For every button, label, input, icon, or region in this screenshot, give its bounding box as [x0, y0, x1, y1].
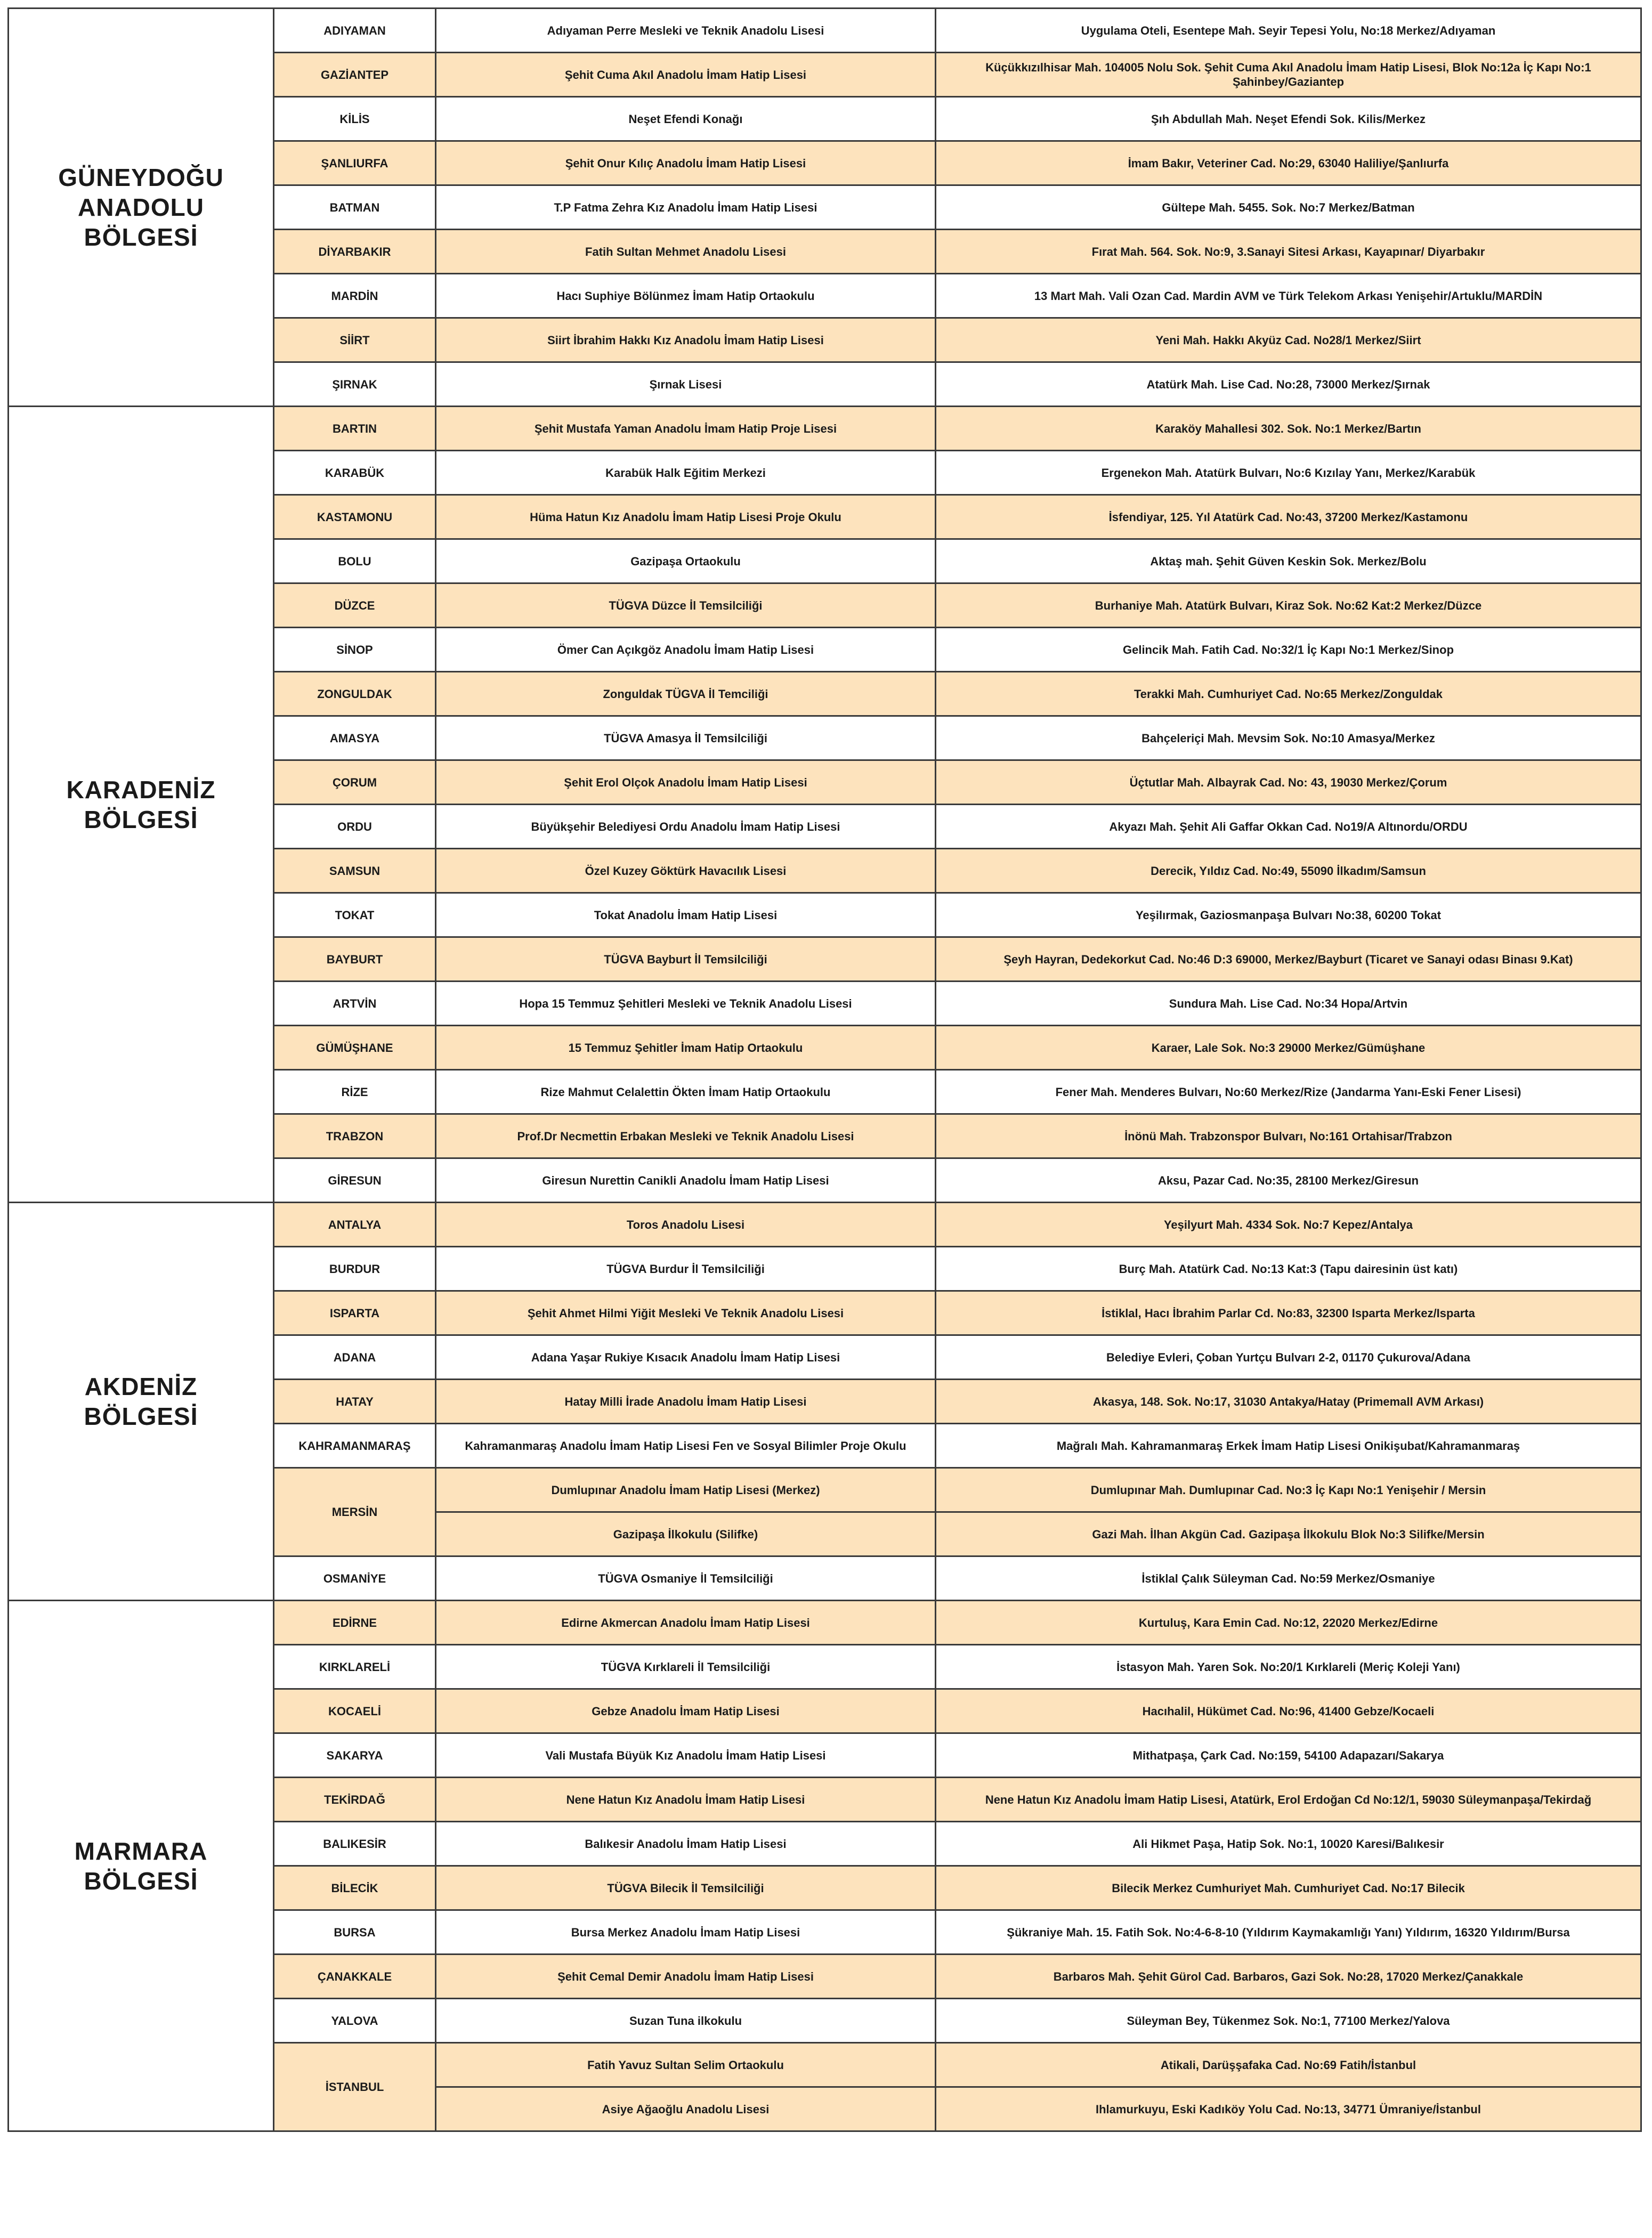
institution-name: Adıyaman Perre Mesleki ve Teknik Anadolu Lisesi — [436, 9, 936, 53]
city-name-samsun: SAMSUN — [274, 849, 436, 893]
institution-name: Ömer Can Açıkgöz Anadolu İmam Hatip Lisesi — [436, 628, 936, 672]
address: Yeşilyurt Mah. 4334 Sok. No:7 Kepez/Antalya — [936, 1203, 1641, 1247]
region-name-karadeniz-bolgesi: KARADENİZ BÖLGESİ — [9, 407, 274, 1203]
institution-name: Özel Kuzey Göktürk Havacılık Lisesi — [436, 849, 936, 893]
institution-name: TÜGVA Amasya İl Temsilciliği — [436, 716, 936, 760]
institution-name: Dumlupınar Anadolu İmam Hatip Lisesi (Merkez) — [436, 1468, 936, 1512]
institution-name: Şehit Onur Kılıç Anadolu İmam Hatip Lisesi — [436, 141, 936, 185]
address: Ali Hikmet Paşa, Hatip Sok. No:1, 10020 Karesi/Balıkesir — [936, 1822, 1641, 1866]
table-row — [9, 9, 1641, 53]
city-name-edirne: EDİRNE — [274, 1601, 436, 1645]
address: Nene Hatun Kız Anadolu İmam Hatip Lisesi, Atatürk, Erol Erdoğan Cd No:12/1, 59030 Süleymanpaşa/Tekirdağ — [936, 1778, 1641, 1822]
institution-name: Adana Yaşar Rukiye Kısacık Anadolu İmam Hatip Lisesi — [436, 1335, 936, 1380]
city-name-ordu: ORDU — [274, 805, 436, 849]
address: Sundura Mah. Lise Cad. No:34 Hopa/Artvin — [936, 982, 1641, 1026]
location-table — [7, 7, 1642, 2132]
city-name-adiyaman: ADIYAMAN — [274, 9, 436, 53]
institution-name: Neşet Efendi Konağı — [436, 97, 936, 141]
city-name-burdur: BURDUR — [274, 1247, 436, 1291]
city-name-amasya: AMASYA — [274, 716, 436, 760]
institution-name: Kahramanmaraş Anadolu İmam Hatip Lisesi Fen ve Sosyal Bilimler Proje Okulu — [436, 1424, 936, 1468]
address: Yeni Mah. Hakkı Akyüz Cad. No28/1 Merkez/Siirt — [936, 318, 1641, 362]
address: İstasyon Mah. Yaren Sok. No:20/1 Kırklareli (Meriç Koleji Yanı) — [936, 1645, 1641, 1689]
address: Terakki Mah. Cumhuriyet Cad. No:65 Merkez/Zonguldak — [936, 672, 1641, 716]
institution-name: Zonguldak TÜGVA İl Temciliği — [436, 672, 936, 716]
city-name-diyarbakir: DİYARBAKIR — [274, 230, 436, 274]
address: Mithatpaşa, Çark Cad. No:159, 54100 Adapazarı/Sakarya — [936, 1733, 1641, 1778]
address: Mağralı Mah. Kahramanmaraş Erkek İmam Hatip Lisesi Onikişubat/Kahramanmaraş — [936, 1424, 1641, 1468]
city-name-kirklareli: KIRKLARELİ — [274, 1645, 436, 1689]
institution-name: TÜGVA Bayburt İl Temsilciliği — [436, 937, 936, 982]
institution-name: Giresun Nurettin Canikli Anadolu İmam Hatip Lisesi — [436, 1158, 936, 1203]
city-name-mardin: MARDİN — [274, 274, 436, 318]
address: Kurtuluş, Kara Emin Cad. No:12, 22020 Merkez/Edirne — [936, 1601, 1641, 1645]
table-row — [9, 1203, 1641, 1247]
institution-name: TÜGVA Bilecik İl Temsilciliği — [436, 1866, 936, 1910]
city-name-antalya: ANTALYA — [274, 1203, 436, 1247]
city-name-hatay: HATAY — [274, 1380, 436, 1424]
institution-name: Hacı Suphiye Bölünmez İmam Hatip Ortaokulu — [436, 274, 936, 318]
address: Gelincik Mah. Fatih Cad. No:32/1 İç Kapı No:1 Merkez/Sinop — [936, 628, 1641, 672]
city-name-duzce: DÜZCE — [274, 583, 436, 628]
institution-name: Karabük Halk Eğitim Merkezi — [436, 451, 936, 495]
address: Gültepe Mah. 5455. Sok. No:7 Merkez/Batman — [936, 185, 1641, 230]
institution-name: Hüma Hatun Kız Anadolu İmam Hatip Lisesi Proje Okulu — [436, 495, 936, 539]
address: Atikali, Darüşşafaka Cad. No:69 Fatih/İstanbul — [936, 2043, 1641, 2087]
city-name-yalova: YALOVA — [274, 1999, 436, 2043]
institution-name: TÜGVA Kırklareli İl Temsilciliği — [436, 1645, 936, 1689]
institution-name: Gebze Anadolu İmam Hatip Lisesi — [436, 1689, 936, 1733]
institution-name: Edirne Akmercan Anadolu İmam Hatip Lisesi — [436, 1601, 936, 1645]
institution-name: Hopa 15 Temmuz Şehitleri Mesleki ve Teknik Anadolu Lisesi — [436, 982, 936, 1026]
address: Şükraniye Mah. 15. Fatih Sok. No:4-6-8-10 (Yıldırım Kaymakamlığı Yanı) Yıldırım, 16320 Yıldırım/Bursa — [936, 1910, 1641, 1955]
city-name-trabzon: TRABZON — [274, 1114, 436, 1158]
city-name-siirt: SİİRT — [274, 318, 436, 362]
city-name-kastamonu: KASTAMONU — [274, 495, 436, 539]
city-name-isparta: ISPARTA — [274, 1291, 436, 1335]
address: Derecik, Yıldız Cad. No:49, 55090 İlkadım/Samsun — [936, 849, 1641, 893]
institution-name: Şehit Cemal Demir Anadolu İmam Hatip Lisesi — [436, 1955, 936, 1999]
address: Hacıhalil, Hükümet Cad. No:96, 41400 Gebze/Kocaeli — [936, 1689, 1641, 1733]
city-name-canakkale: ÇANAKKALE — [274, 1955, 436, 1999]
address: Dumlupınar Mah. Dumlupınar Cad. No:3 İç Kapı No:1 Yenişehir / Mersin — [936, 1468, 1641, 1512]
institution-name: Balıkesir Anadolu İmam Hatip Lisesi — [436, 1822, 936, 1866]
institution-name: Fatih Sultan Mehmet Anadolu Lisesi — [436, 230, 936, 274]
institution-name: Suzan Tuna ilkokulu — [436, 1999, 936, 2043]
institution-name: Rize Mahmut Celalettin Ökten İmam Hatip Ortaokulu — [436, 1070, 936, 1114]
city-name-corum: ÇORUM — [274, 760, 436, 805]
address: Ihlamurkuyu, Eski Kadıköy Yolu Cad. No:13, 34771 Ümraniye/İstanbul — [936, 2087, 1641, 2131]
region-name-akdeniz-bolgesi: AKDENİZ BÖLGESİ — [9, 1203, 274, 1601]
address: İstiklal Çalık Süleyman Cad. No:59 Merkez/Osmaniye — [936, 1556, 1641, 1601]
institution-name: Gazipaşa Ortaokulu — [436, 539, 936, 583]
city-name-tekirdag: TEKİRDAĞ — [274, 1778, 436, 1822]
institution-name: Şehit Erol Olçok Anadolu İmam Hatip Lisesi — [436, 760, 936, 805]
institution-name: TÜGVA Düzce İl Temsilciliği — [436, 583, 936, 628]
institution-name: Prof.Dr Necmettin Erbakan Mesleki ve Teknik Anadolu Lisesi — [436, 1114, 936, 1158]
institution-name: Şehit Cuma Akıl Anadolu İmam Hatip Lisesi — [436, 53, 936, 97]
institution-name: Şehit Mustafa Yaman Anadolu İmam Hatip Proje Lisesi — [436, 407, 936, 451]
institution-name: Toros Anadolu Lisesi — [436, 1203, 936, 1247]
address: Aksu, Pazar Cad. No:35, 28100 Merkez/Giresun — [936, 1158, 1641, 1203]
city-name-bursa: BURSA — [274, 1910, 436, 1955]
city-name-adana: ADANA — [274, 1335, 436, 1380]
address: Burç Mah. Atatürk Cad. No:13 Kat:3 (Tapu dairesinin üst katı) — [936, 1247, 1641, 1291]
address: Fırat Mah. 564. Sok. No:9, 3.Sanayi Sitesi Arkası, Kayapınar/ Diyarbakır — [936, 230, 1641, 274]
address: Şeyh Hayran, Dedekorkut Cad. No:46 D:3 69000, Merkez/Bayburt (Ticaret ve Sanayi odası Binası 9.Kat) — [936, 937, 1641, 982]
city-name-balikesir: BALIKESİR — [274, 1822, 436, 1866]
city-name-sinop: SİNOP — [274, 628, 436, 672]
address: İstiklal, Hacı İbrahim Parlar Cd. No:83, 32300 Isparta Merkez/Isparta — [936, 1291, 1641, 1335]
location-table-body — [9, 9, 1641, 2131]
city-name-batman: BATMAN — [274, 185, 436, 230]
institution-name: Siirt İbrahim Hakkı Kız Anadolu İmam Hatip Lisesi — [436, 318, 936, 362]
city-name-gumushane: GÜMÜŞHANE — [274, 1026, 436, 1070]
institution-name: Büyükşehir Belediyesi Ordu Anadolu İmam Hatip Lisesi — [436, 805, 936, 849]
address: Karaer, Lale Sok. No:3 29000 Merkez/Gümüşhane — [936, 1026, 1641, 1070]
city-name-kilis: KİLİS — [274, 97, 436, 141]
city-name-kahramanmaras: KAHRAMANMARAŞ — [274, 1424, 436, 1468]
address: Bahçeleriçi Mah. Mevsim Sok. No:10 Amasya/Merkez — [936, 716, 1641, 760]
address: Üçtutlar Mah. Albayrak Cad. No: 43, 19030 Merkez/Çorum — [936, 760, 1641, 805]
city-name-osmaniye: OSMANİYE — [274, 1556, 436, 1601]
city-name-giresun: GİRESUN — [274, 1158, 436, 1203]
city-name-bartin: BARTIN — [274, 407, 436, 451]
institution-name: Bursa Merkez Anadolu İmam Hatip Lisesi — [436, 1910, 936, 1955]
institution-name: Nene Hatun Kız Anadolu İmam Hatip Lisesi — [436, 1778, 936, 1822]
city-name-bayburt: BAYBURT — [274, 937, 436, 982]
city-name-kocaeli: KOCAELİ — [274, 1689, 436, 1733]
address: Akyazı Mah. Şehit Ali Gaffar Okkan Cad. No19/A Altınordu/ORDU — [936, 805, 1641, 849]
institution-name: Şırnak Lisesi — [436, 362, 936, 407]
address: Süleyman Bey, Tükenmez Sok. No:1, 77100 Merkez/Yalova — [936, 1999, 1641, 2043]
city-name-tokat: TOKAT — [274, 893, 436, 937]
address: Bilecik Merkez Cumhuriyet Mah. Cumhuriyet Cad. No:17 Bilecik — [936, 1866, 1641, 1910]
address: İsfendiyar, 125. Yıl Atatürk Cad. No:43, 37200 Merkez/Kastamonu — [936, 495, 1641, 539]
location-table-container — [7, 7, 1640, 2132]
address: Akasya, 148. Sok. No:17, 31030 Antakya/Hatay (Primemall AVM Arkası) — [936, 1380, 1641, 1424]
institution-name: TÜGVA Osmaniye İl Temsilciliği — [436, 1556, 936, 1601]
institution-name: Hatay Milli İrade Anadolu İmam Hatip Lisesi — [436, 1380, 936, 1424]
address: Yeşilırmak, Gaziosmanpaşa Bulvarı No:38, 60200 Tokat — [936, 893, 1641, 937]
institution-name: TÜGVA Burdur İl Temsilciliği — [436, 1247, 936, 1291]
city-name-zonguldak: ZONGULDAK — [274, 672, 436, 716]
city-name-gaziantep: GAZİANTEP — [274, 53, 436, 97]
address: Gazi Mah. İlhan Akgün Cad. Gazipaşa İlkokulu Blok No:3 Silifke/Mersin — [936, 1512, 1641, 1556]
city-name-sirnak: ŞIRNAK — [274, 362, 436, 407]
address: Ergenekon Mah. Atatürk Bulvarı, No:6 Kızılay Yanı, Merkez/Karabük — [936, 451, 1641, 495]
region-name-marmara-bolgesi: MARMARA BÖLGESİ — [9, 1601, 274, 2131]
city-name-rize: RİZE — [274, 1070, 436, 1114]
table-row — [9, 1601, 1641, 1645]
city-name-karabuk: KARABÜK — [274, 451, 436, 495]
city-name-sanliurfa: ŞANLIURFA — [274, 141, 436, 185]
address: Belediye Evleri, Çoban Yurtçu Bulvarı 2-2, 01170 Çukurova/Adana — [936, 1335, 1641, 1380]
address: İnönü Mah. Trabzonspor Bulvarı, No:161 Ortahisar/Trabzon — [936, 1114, 1641, 1158]
city-name-artvin: ARTVİN — [274, 982, 436, 1026]
city-name-istanbul: İSTANBUL — [274, 2043, 436, 2131]
institution-name: Asiye Ağaoğlu Anadolu Lisesi — [436, 2087, 936, 2131]
address: Burhaniye Mah. Atatürk Bulvarı, Kiraz Sok. No:62 Kat:2 Merkez/Düzce — [936, 583, 1641, 628]
institution-name: Tokat Anadolu İmam Hatip Lisesi — [436, 893, 936, 937]
address: Şıh Abdullah Mah. Neşet Efendi Sok. Kilis/Merkez — [936, 97, 1641, 141]
address: Küçükkızılhisar Mah. 104005 Nolu Sok. Şehit Cuma Akıl Anadolu İmam Hatip Lisesi, Blok No:12a İç Kapı No:1 Şahinbey/Gaziantep — [936, 53, 1641, 97]
region-name-guneydogu-anadolu-bolgesi: GÜNEYDOĞU ANADOLU BÖLGESİ — [9, 9, 274, 407]
institution-name: T.P Fatma Zehra Kız Anadolu İmam Hatip Lisesi — [436, 185, 936, 230]
address: Karaköy Mahallesi 302. Sok. No:1 Merkez/Bartın — [936, 407, 1641, 451]
table-row — [9, 407, 1641, 451]
address: Uygulama Oteli, Esentepe Mah. Seyir Tepesi Yolu, No:18 Merkez/Adıyaman — [936, 9, 1641, 53]
address: Barbaros Mah. Şehit Gürol Cad. Barbaros, Gazi Sok. No:28, 17020 Merkez/Çanakkale — [936, 1955, 1641, 1999]
city-name-bilecik: BİLECİK — [274, 1866, 436, 1910]
city-name-bolu: BOLU — [274, 539, 436, 583]
address: Atatürk Mah. Lise Cad. No:28, 73000 Merkez/Şırnak — [936, 362, 1641, 407]
address: Aktaş mah. Şehit Güven Keskin Sok. Merkez/Bolu — [936, 539, 1641, 583]
institution-name: Fatih Yavuz Sultan Selim Ortaokulu — [436, 2043, 936, 2087]
institution-name: Şehit Ahmet Hilmi Yiğit Mesleki Ve Teknik Anadolu Lisesi — [436, 1291, 936, 1335]
institution-name: 15 Temmuz Şehitler İmam Hatip Ortaokulu — [436, 1026, 936, 1070]
city-name-sakarya: SAKARYA — [274, 1733, 436, 1778]
city-name-mersin: MERSİN — [274, 1468, 436, 1556]
address: 13 Mart Mah. Vali Ozan Cad. Mardin AVM ve Türk Telekom Arkası Yenişehir/Artuklu/MARDİN — [936, 274, 1641, 318]
address: Fener Mah. Menderes Bulvarı, No:60 Merkez/Rize (Jandarma Yanı-Eski Fener Lisesi) — [936, 1070, 1641, 1114]
institution-name: Gazipaşa İlkokulu (Silifke) — [436, 1512, 936, 1556]
address: İmam Bakır, Veteriner Cad. No:29, 63040 Haliliye/Şanlıurfa — [936, 141, 1641, 185]
institution-name: Vali Mustafa Büyük Kız Anadolu İmam Hatip Lisesi — [436, 1733, 936, 1778]
